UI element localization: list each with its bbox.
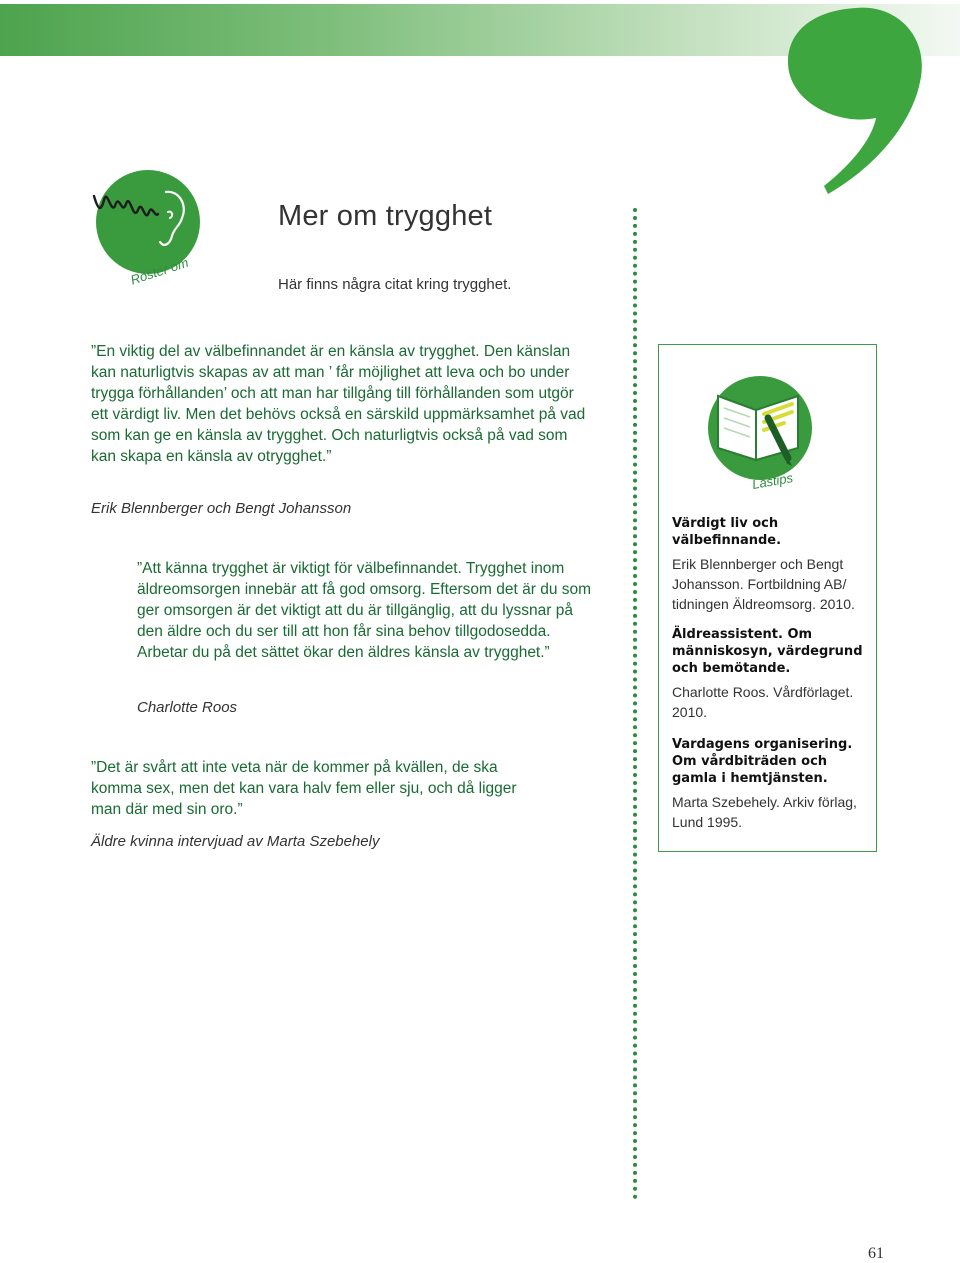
quote-text: ”Att känna trygghet är viktigt för välbefinnandet. Trygghet inom äldreomsorgen innebär att få god omsorg. Eftersom det är du som ger omsorgen är det viktigt att du är tillgänglig, att du lyssnar på den äldre och du ser till att hon får sina behov tillgodosedda. Arbetar du på det sättet ökar den äldres känsla av trygghet.” [137, 560, 592, 661]
reading-tip [672, 626, 872, 722]
reading-tip-details: Marta Szebehely. Arkiv förlag, Lund 1995. [672, 794, 857, 830]
reading-tip-title: Äldreassistent. Om människosyn, värdegrund och bemötande. [672, 627, 863, 676]
quote-text: ”En viktig del av välbefinnandet är en känsla av trygghet. Den känslan kan naturligtvis skapas av att man ’ får möjlighet att leva och bo under trygga förhållanden’ och att man har tillgång till förhållanden som utgör ett värdigt liv. Men det behövs också en särskild uppmärksamhet på vad som kan ge en känsla av trygghet. Och naturligtvis också på vad som kan skapa en känsla av otrygghet.” [91, 343, 586, 465]
page-title: Mer om trygghet [278, 200, 493, 232]
page-number: 61 [868, 1245, 884, 1262]
reading-tip [672, 736, 872, 832]
lastips-book-icon [704, 374, 816, 492]
quote-author: Charlotte Roos [137, 699, 238, 716]
roster-om-logo [86, 170, 206, 290]
quote-comma-graphic [780, 0, 930, 200]
reading-tip [672, 515, 872, 614]
lastips-label: Lästips [750, 470, 795, 492]
reading-tip-details: Charlotte Roos. Vårdförlaget. 2010. [672, 684, 854, 720]
reading-tip-title: Värdigt liv och välbefinnande. [672, 516, 782, 548]
reading-tip-details: Erik Blennberger och Bengt Johansson. Fortbildning AB/ tidningen Äldreomsorg. 2010. [672, 556, 855, 612]
roster-om-label: Röster om [128, 254, 191, 288]
quote-author: Äldre kvinna intervjuad av Marta Szebehely [91, 833, 380, 850]
reading-tip-title: Vardagens organisering. Om vårdbiträden och gamla i hemtjänsten. [672, 737, 853, 786]
quote-author: Erik Blennberger och Bengt Johansson [91, 500, 352, 517]
dotted-divider [633, 208, 637, 1200]
quote-text: ”Det är svårt att inte veta när de kommer på kvällen, de ska komma sex, men det kan vara halv fem eller sju, och då ligger man där med sin oro.” [91, 759, 517, 818]
page-subtitle: Här finns några citat kring trygghet. [278, 276, 512, 293]
